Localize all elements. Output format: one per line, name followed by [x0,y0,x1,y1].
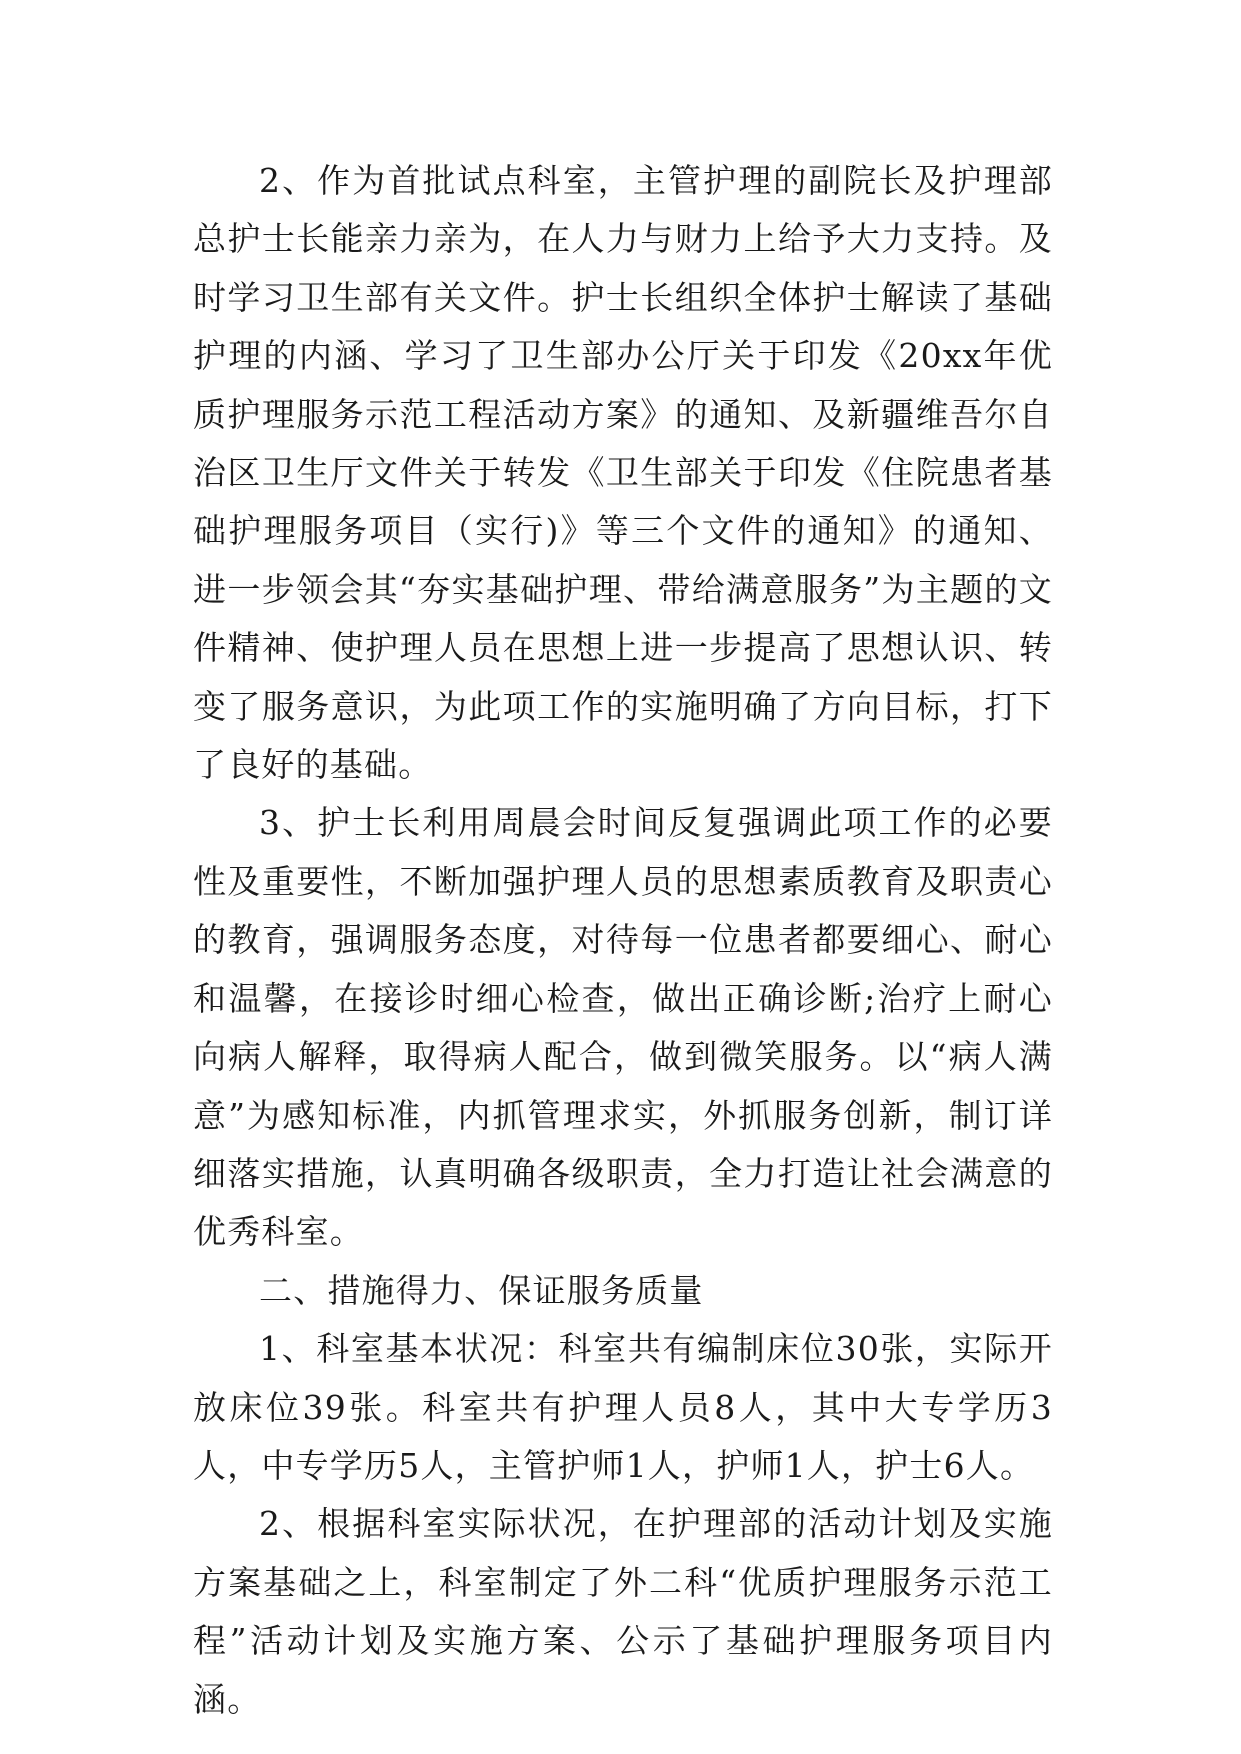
paragraph-support: 2、作为首批试点科室，主管护理的副院长及护理部总护士长能亲力亲为，在人力与财力上给予大力支持。及时学习卫生部有关文件。护士长组织全体护士解读了基础护理的内涵、学习了卫生部办公厅关于印发《20xx年优质护理服务示范工程活动方案》的通知、及新疆维吾尔自治区卫生厅文件关于转发《卫生部关于印发《住院患者基础护理服务项目（实行)》等三个文件的通知》的通知、进一步领会其“夯实基础护理、带给满意服务”为主题的文件精神、使护理人员在思想上进一步提高了思想认识、转变了服务意识，为此项工作的实施明确了方向目标，打下了良好的基础。 [193,161,1053,785]
paragraph-activity-plan: 2、根据科室实际状况，在护理部的活动计划及实施方案基础之上，科室制定了外二科“优质护理服务示范工程”活动计划及实施方案、公示了基础护理服务项目内涵。 [193,1504,1053,1719]
section-heading-measures: 二、措施得力、保证服务质量 [259,1270,704,1310]
paragraph-head-nurse: 3、护士长利用周晨会时间反复强调此项工作的必要性及重要性，不断加强护理人员的思想素质教育及职责心的教育，强调服务态度，对待每一位患者都要细心、耐心和温馨，在接诊时细心检查，做出正确诊断;治疗上耐心向病人解释，取得病人配合，做到微笑服务。以“病人满意”为感知标准，内抓管理求实，外抓服务创新，制订详细落实措施，认真明确各级职责，全力打造让社会满意的优秀科室。 [193,803,1053,1252]
document-body [193,152,1053,1729]
paragraph-department-status: 1、科室基本状况：科室共有编制床位30张，实际开放床位39张。科室共有护理人员8人，其中大专学历3人，中专学历5人，主管护师1人，护师1人，护士6人。 [193,1329,1053,1485]
